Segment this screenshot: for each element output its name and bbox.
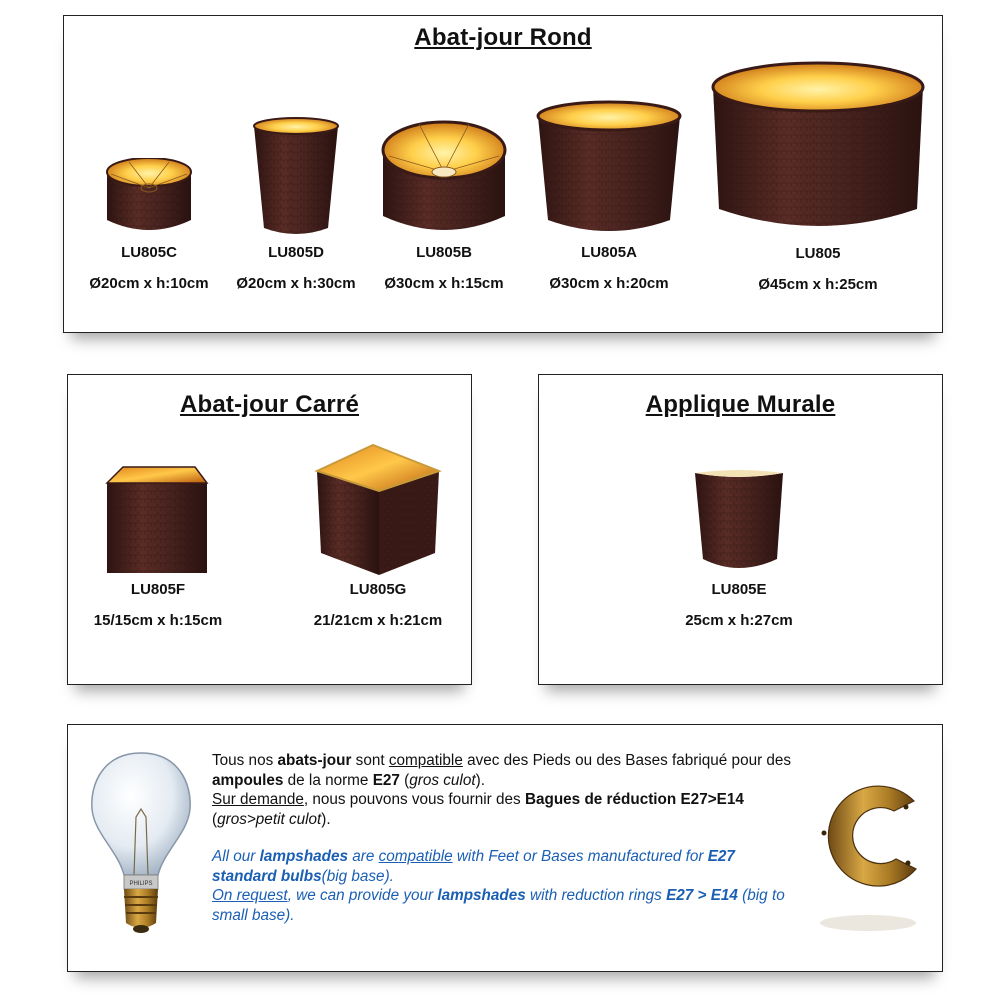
round-shade-tall-image: [246, 116, 346, 238]
square-shade-small-image: [103, 463, 213, 575]
round-shade-small-image: [99, 158, 199, 238]
product-code: LU805E: [711, 581, 767, 598]
product-lu805a[interactable]: [534, 98, 684, 292]
square-shades-title: Abat-jour Carré: [179, 391, 360, 418]
product-dimensions: Ø20cm x h:30cm: [236, 275, 356, 292]
wall-shade-image: [689, 469, 789, 575]
round-shades-title: Abat-jour Rond: [414, 24, 592, 51]
product-dimensions: Ø30cm x h:20cm: [549, 275, 669, 292]
product-dimensions: 15/15cm x h:15cm: [93, 612, 223, 629]
product-code: LU805: [795, 245, 841, 262]
product-dimensions: Ø30cm x h:15cm: [384, 275, 504, 292]
product-dimensions: 21/21cm x h:21cm: [313, 612, 443, 629]
product-lu805f[interactable]: [78, 463, 238, 629]
round-shades-panel: [63, 15, 943, 333]
compatibility-info-panel: [67, 724, 943, 972]
bulb-brand-label: PHILIPS: [129, 881, 153, 887]
product-lu805[interactable]: [709, 59, 927, 293]
product-code: LU805A: [581, 244, 637, 261]
product-lu805g[interactable]: [293, 441, 463, 629]
product-code: LU805D: [268, 244, 324, 261]
product-lu805d[interactable]: [226, 116, 366, 292]
round-shade-medium-image: [379, 120, 509, 238]
square-shade-large-image: [313, 441, 443, 575]
product-lu805b[interactable]: [374, 120, 514, 292]
product-lu805c[interactable]: [64, 158, 234, 292]
wall-lamp-panel: [538, 374, 943, 685]
square-shades-panel: [67, 374, 472, 685]
product-dimensions: Ø45cm x h:25cm: [758, 276, 878, 293]
light-bulb-image: [86, 747, 196, 947]
product-code: LU805F: [130, 581, 186, 598]
info-text-french: Tous nos abats-jour sont compatible avec des Pieds ou des Bases fabriqué pour des ampoules de la norme E27 (gros culot). Sur demande, nous pouvons vous fournir des Bagues de réduction E27>E14 (gros>petit culot).: [212, 752, 792, 828]
reduction-ring-image: [804, 773, 934, 943]
product-lu805e[interactable]: [659, 469, 819, 629]
product-dimensions: 25cm x h:27cm: [685, 612, 793, 629]
wall-lamp-title: Applique Murale: [645, 391, 836, 418]
product-code: LU805C: [121, 244, 177, 261]
product-code: LU805G: [349, 581, 407, 598]
round-shade-xlarge-image: [709, 59, 927, 239]
product-code: LU805B: [416, 244, 472, 261]
round-shade-large-image: [534, 98, 684, 238]
info-text-english: All our lampshades are compatible with Feet or Bases manufactured for E27 standard bulbs(big base). On request, we can provide your lampshades with reduction rings E27 > E14 (big to small base).: [212, 848, 785, 924]
product-dimensions: Ø20cm x h:10cm: [89, 275, 209, 292]
